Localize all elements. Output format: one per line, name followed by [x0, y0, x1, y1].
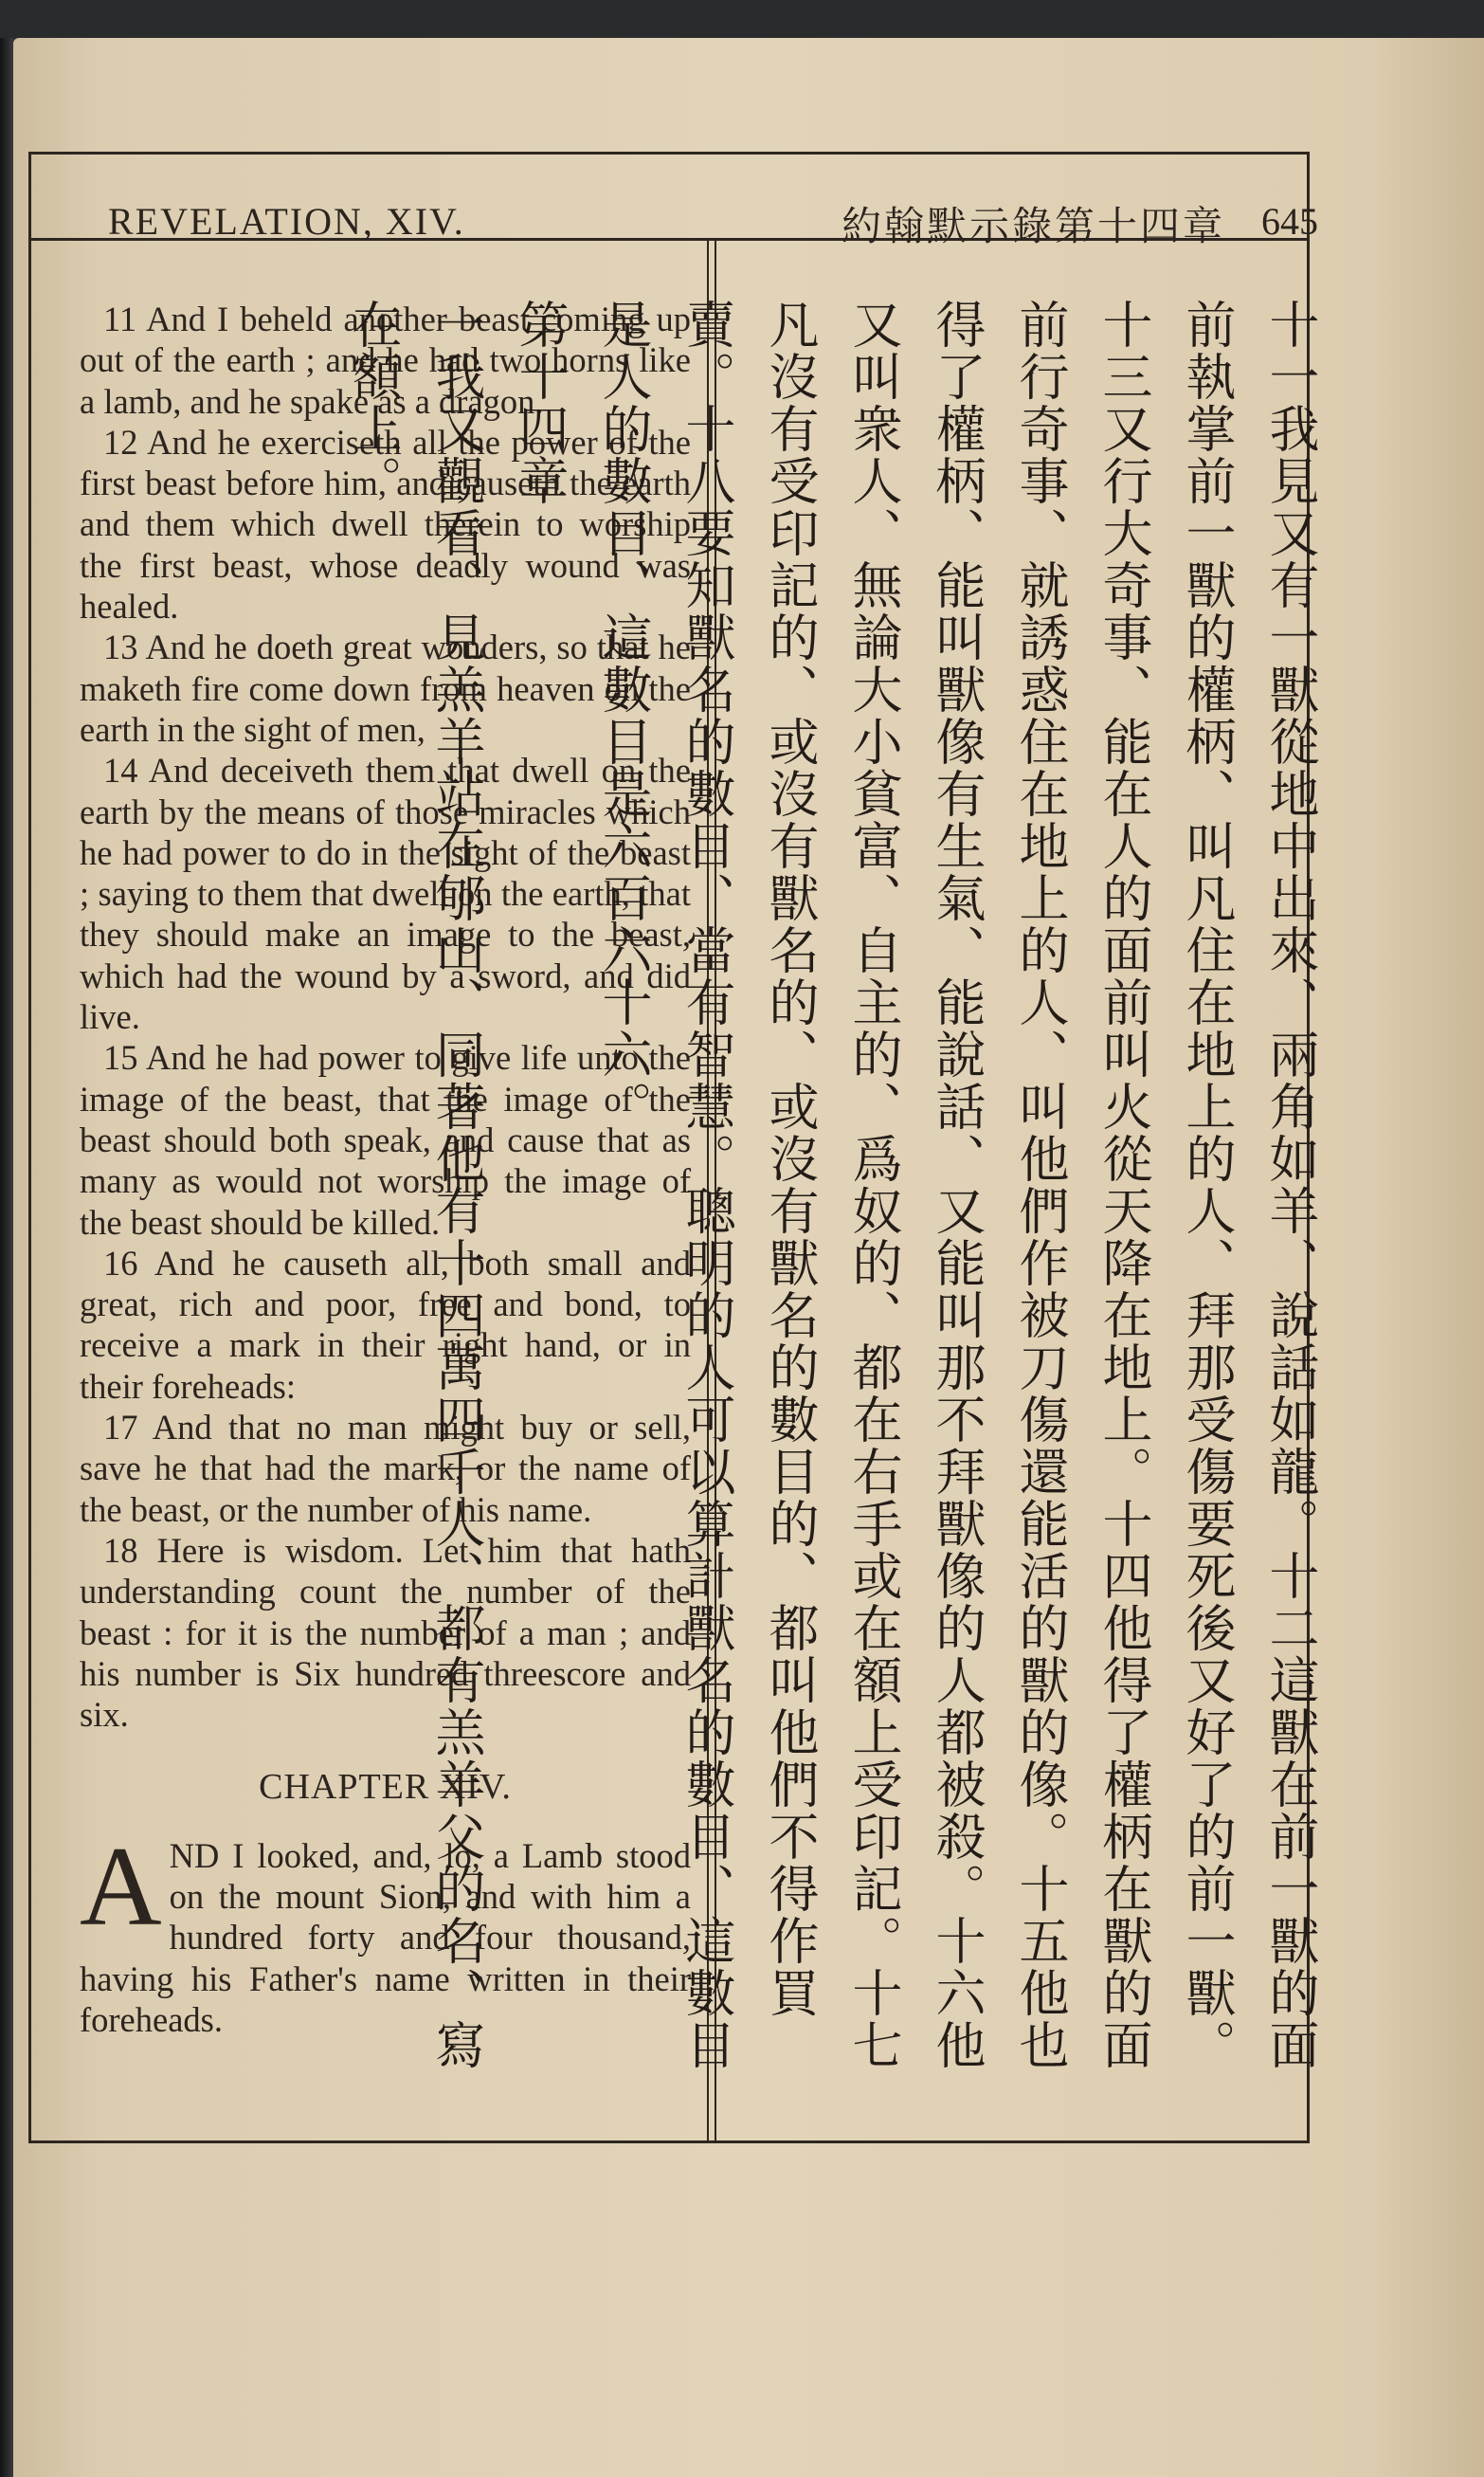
running-head-chinese: 約翰默示錄第十四章 [842, 203, 1226, 249]
verse-13: 13 And he doeth great wonders, so that he maketh fire come down from heaven on the earth in the sight of men, [80, 628, 691, 749]
opening-text: ND I looked, and, lo, a Lamb stood on the mount Sion, and with him a hundred forty and four thousand, having his Father's name written in their foreheads. [80, 1835, 691, 2039]
drop-cap: A [80, 1822, 162, 1949]
running-head-english: REVELATION, XIV. [108, 200, 465, 243]
verse-11: 11 And I beheld another beast coming up out of the earth ; and he had two horns like a lamb, and he spake as a dragon. [80, 300, 691, 421]
chinese-verses-11-18: 十一我見又有一獸從地中出來、兩角如羊、說話如龍。十二這獸在前一獸的面前執掌前一獸的權柄、叫凡住在地上的人、拜那受傷要死後又好了的前一獸。十三又行大奇事、能在人的面前叫火從天降在地上。十四他得了權柄在獸的面前行奇事、就誘惑住在地上的人、叫他們作被刀傷還能活的獸的像。十五他也得了權柄、能叫獸像有生氣、能說話、又能叫那不拜獸像的人都被殺。十六他又叫衆人、無論大小貧富、自主的、爲奴的、都在右手或在額上受印記。十七凡沒有受印記的、或沒有獸名的、或沒有獸名的數目的、都叫他們不得作買賣。十八要知獸名的數目、當有智慧。聰明的人可以算計獸名的數目、這數目是人的數目、這數目是六百六十六。 [594, 299, 1319, 2071]
chapter-heading-english: CHAPTER XIV. [259, 1767, 512, 1808]
verse-15: 15 And he had power to give life unto the image of the beast, that the image of the beast should both speak, and cause that as many as would not worship the image of the beast should be killed. [80, 1038, 691, 1242]
book-binding [0, 38, 13, 2477]
page-number: 645 [1261, 200, 1318, 243]
chapter-heading-chinese: 第十四章 [511, 299, 569, 507]
chinese-chapter-14-verse-1: 一我又觀看、見羔羊站在郇山、同著他有十四萬四千人、都有羔羊父的名、寫在額上。 [344, 299, 485, 2071]
verse-16: 16 And he causeth all, both small and great, rich and poor, free and bond, to receive a mark in their right hand, or in their foreheads: [80, 1243, 691, 1406]
verse-17: 17 And that no man might buy or sell, save he that had the mark, or the name of the beast, or the number of his name. [80, 1408, 691, 1529]
verse-14: 14 And deceiveth them that dwell on the earth by the means of those miracles which he had power to do in the sight of the beast ; saying to them that dwell on the earth, that they should make an image to the beast, which had the wound by a sword, and did live. [80, 751, 691, 1037]
verse-18: 18 Here is wisdom. Let him that hath understanding count the number of the beast : for it is the number of a man ; and his number is Six hundred threescore and six. [80, 1530, 691, 1735]
verse-12: 12 And he exerciseth all the power of the first beast before him, and causeth the earth and them which dwell therein to worship the first beast, whose deadly wound was healed. [80, 422, 691, 627]
